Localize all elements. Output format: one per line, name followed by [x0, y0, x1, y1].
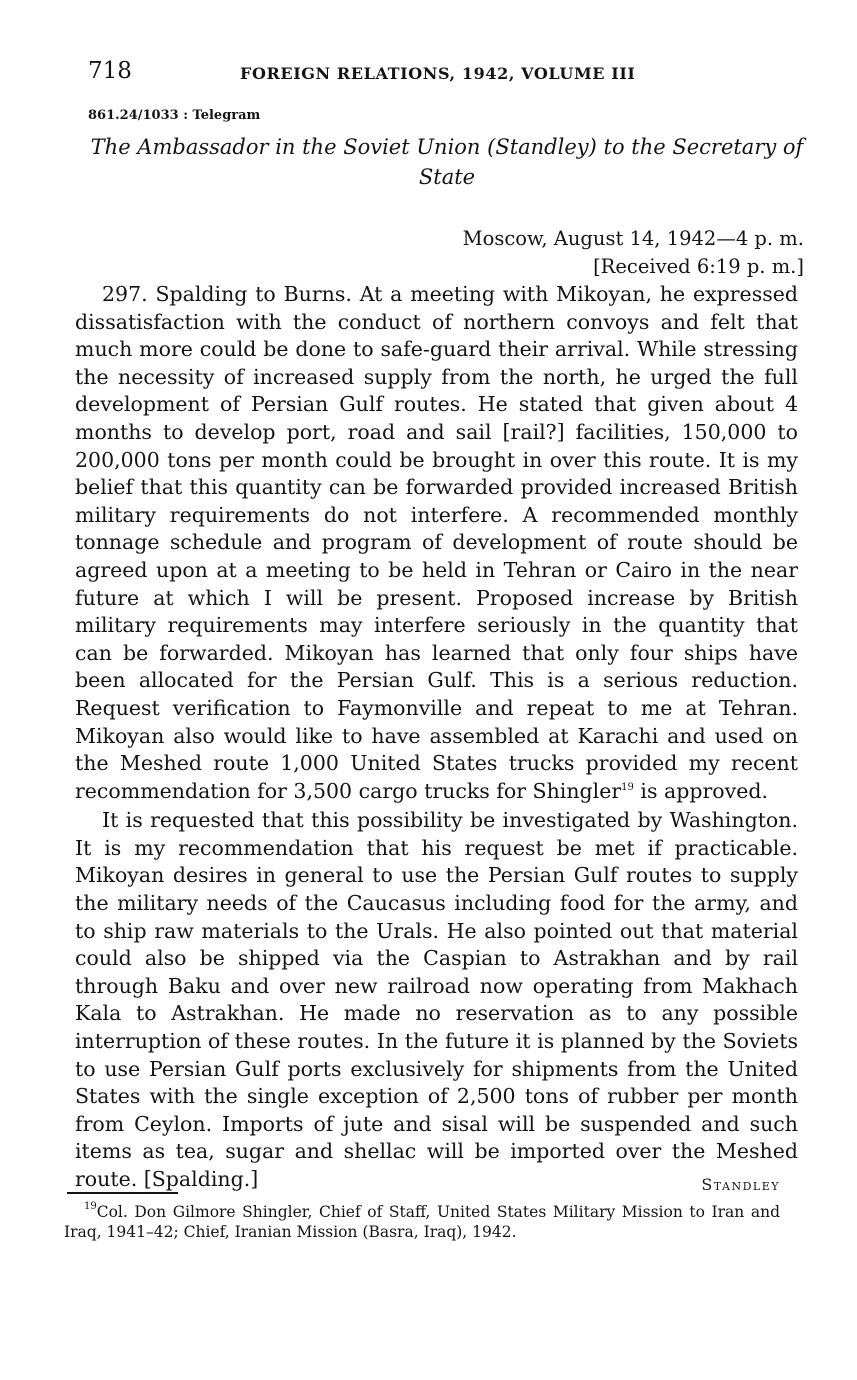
footnote: [64, 1202, 780, 1242]
footnote-divider: [67, 1192, 178, 1194]
footnote-text: Col. Don Gilmore Shingler, Chief of Staff, United States Military Mission to Iran and Iraq, 1941–42; Chief, Iranian Mission (Basra, Iraq), 1942.: [64, 1203, 780, 1241]
page-number: 718: [88, 58, 132, 84]
file-reference: 861.24/1033 : Telegram: [88, 108, 261, 123]
telegram-body: [75, 281, 798, 1194]
paragraph-1-text: 297. Spalding to Burns. At a meeting with Mikoyan, he expressed dissatisfaction with the conduct of northern convoys and felt that much more could be done to safe-guard their arrival. While stressing the necessity of increased supply from the north, he urged the full development of Persian Gulf routes. He stated that given about 4 months to develop port, road and sail [rail?] facilities, 150,000 to 200,000 tons per month could be brought in over this route. It is my belief that this quantity can be forwarded provided increased British military requirements do not interfere. A recommended monthly tonnage schedule and program of development of route should be agreed upon at a meeting to be held in Tehran or Cairo in the near future at which I will be present. Proposed increase by British military requirements may interfere seriously in the quantity that can be forwarded. Mikoyan has learned that only four ships have been allocated for the Persian Gulf. This is a serious reduction. Request verification to Faymonville and repeat to me at Tehran. Mikoyan also would like to have assembled at Karachi and used on the Meshed route 1,000 United States trucks provided my recent recommendation for 3,500 cargo trucks for Shingler: [75, 282, 798, 803]
signature: Standley: [701, 1175, 780, 1194]
running-head: [88, 58, 788, 88]
body-paragraph: It is requested that this possibility be investigated by Washington. It is my recommendation that his request be met if practicable. Mikoyan desires in general to use the Persian Gulf routes to supply the military needs of the Caucasus including food for the army, and to ship raw materials to the Urals. He also pointed out that material could also be shipped via the Caspian to Astrakhan and by rail through Baku and over new railroad now operating from Makhach Kala to Astrakhan. He made no reservation as to any possible interruption of these routes. In the future it is planned by the Soviets to use Persian Gulf ports exclusively for shipments from the United States with the single exception of 2,500 tons of rubber per month from Ceylon. Imports of jute and sisal will be suspended and such items as tea, sugar and shellac will be imported over the Meshed route. [Spalding.]: [75, 808, 798, 1191]
footnote-reference: 19: [621, 781, 634, 793]
dateline-block: [463, 225, 804, 281]
running-title: FOREIGN RELATIONS, 1942, VOLUME III: [240, 64, 636, 83]
footnote-marker: 19: [84, 1201, 97, 1212]
received-time: [Received 6:19 p. m.]: [593, 255, 804, 278]
dateline: Moscow, August 14, 1942—4 p. m.: [462, 227, 804, 250]
footnote-paragraph: [64, 1202, 780, 1242]
document-title: The Ambassador in the Soviet Union (Standley) to the Secretary of State: [90, 135, 804, 189]
body-paragraph: [75, 281, 798, 805]
paragraph-1-end: is approved.: [633, 778, 768, 803]
